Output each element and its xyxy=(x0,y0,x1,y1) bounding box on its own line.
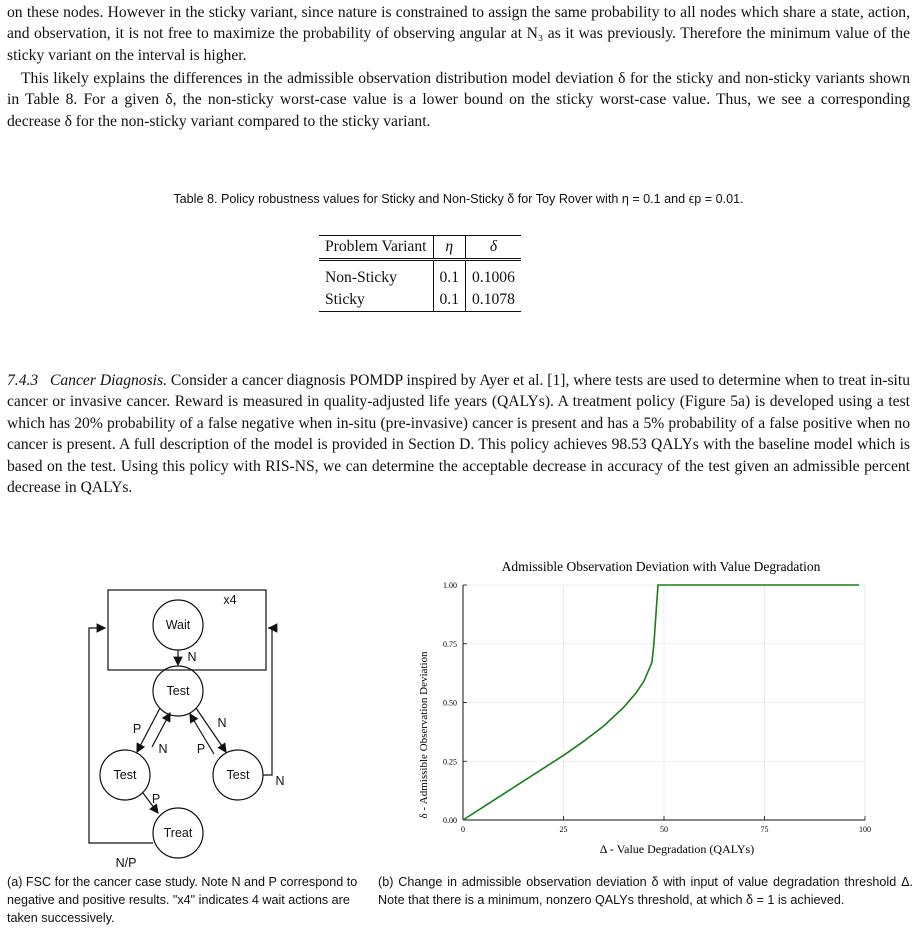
x-tick-label: 25 xyxy=(559,825,568,834)
table-header-eta: η xyxy=(433,236,466,260)
chart-ticks xyxy=(443,581,871,834)
test-top-node-label: Test xyxy=(166,684,190,698)
y-tick-label: 0.25 xyxy=(443,757,457,767)
edge-label-n: N xyxy=(217,716,227,730)
test-right-node-label: Test xyxy=(226,768,250,782)
chart-title: Admissible Observation Deviation with Value Degradation xyxy=(501,559,821,574)
x-tick-label: 75 xyxy=(760,825,769,834)
section-body: Consider a cancer diagnosis POMDP inspired by Ayer et al. [1], where tests are used to determine when to treat in-situ cancer or invasive cancer. Reward is measured in quality-adjusted life years (QALYs). A treatment policy (Figure 5a) is developed using a test which has 20% probability of a false negative when in-situ (pre-invasive) cancer is present and has a 5% probability of a false positive when no cancer is present. A full description of the model is provided in Section D. This policy achieves 98.53 QALYs with the baseline model which is based on the test. Using this policy with RIS-NS, we can determine the acceptable decrease in accuracy of the test given an admissible percent decrease in QALYs. xyxy=(7,372,910,497)
y-tick-label: 0.50 xyxy=(443,698,457,708)
table-row xyxy=(319,260,521,290)
y-tick-label: 1.00 xyxy=(443,581,457,590)
table-cell: Non-Sticky xyxy=(319,260,433,290)
table-8-caption: Table 8. Policy robustness values for Sticky and Non-Sticky δ for Toy Rover with η = 0.1 and ϵp = 0.01. xyxy=(173,192,744,206)
chart-y-axis-label: δ - Admissible Observation Deviation xyxy=(418,651,430,819)
table-cell: 0.1006 xyxy=(472,269,515,286)
chart-x-axis-label: Δ - Value Degradation (QALYs) xyxy=(599,842,755,856)
x-tick-label: 0 xyxy=(461,825,465,834)
paragraph-2: This likely explains the differences in the admissible observation distribution model deviation δ for the sticky and non-sticky variants shown in Table 8. For a given δ, the non-sticky worst-case value is a lower bound on the sticky worst-case value. Thus, we see a corresponding decrease δ for the non-sticky variant compared to the sticky variant. xyxy=(7,70,910,130)
edge-label-n: N xyxy=(275,774,285,788)
wait-node-label: Wait xyxy=(165,618,191,632)
table-header-problem-variant: Problem Variant xyxy=(319,236,433,260)
table-row xyxy=(319,289,521,312)
table-8 xyxy=(319,235,521,312)
fsc-diagram xyxy=(0,585,370,885)
paragraph-1: on these nodes. However in the sticky variant, since nature is constrained to assign the same probability to all nodes which share a state, action, and observation, it is not free to maximize the probability of observing angular at N₃ as it was previously. Therefore the minimum value of the sticky variant on the interval is higher. xyxy=(7,4,910,64)
arrow-right-to-wait-line xyxy=(263,628,272,775)
chart-grid xyxy=(463,585,865,820)
table-cell: 0.1078 xyxy=(466,289,521,312)
table-cell: 0.1 xyxy=(433,289,466,312)
loop-count-label: x4 xyxy=(223,593,237,607)
edge-label-p: P xyxy=(151,792,161,806)
y-tick-label: 0.00 xyxy=(443,816,457,825)
table-cell: Sticky xyxy=(319,289,433,312)
edge-label-p: P xyxy=(196,742,206,756)
arrow-treat-to-wait xyxy=(89,628,153,843)
section-title: Cancer Diagnosis. xyxy=(49,372,167,389)
edge-label-p: P xyxy=(132,722,142,736)
edge-label-np: N/P xyxy=(115,856,137,870)
y-tick-label: 0.75 xyxy=(443,639,457,649)
figure-a-caption: (a) FSC for the cancer case study. Note N and P correspond to negative and positive results. "x4" indicates 4 wait actions are taken successively. xyxy=(7,875,358,925)
edge-label-n: N xyxy=(158,742,168,756)
value-degradation-chart xyxy=(405,555,917,885)
table-header-delta: δ xyxy=(466,236,521,260)
section-number: 7.4.3 xyxy=(7,372,39,389)
x-tick-label: 50 xyxy=(660,825,668,834)
test-left-node-label: Test xyxy=(113,768,137,782)
figure-b-caption: (b) Change in admissible observation deviation δ with input of value degradation threshold Δ. Note that there is a minimum, nonzero QALYs threshold, at which δ = 1 is achieved. xyxy=(378,875,913,907)
edge-label-n: N xyxy=(187,650,197,664)
paragraph-3 xyxy=(7,370,910,498)
treat-node-label: Treat xyxy=(163,826,193,840)
table-cell: 0.1 xyxy=(433,260,466,290)
x-tick-label: 100 xyxy=(859,825,871,834)
